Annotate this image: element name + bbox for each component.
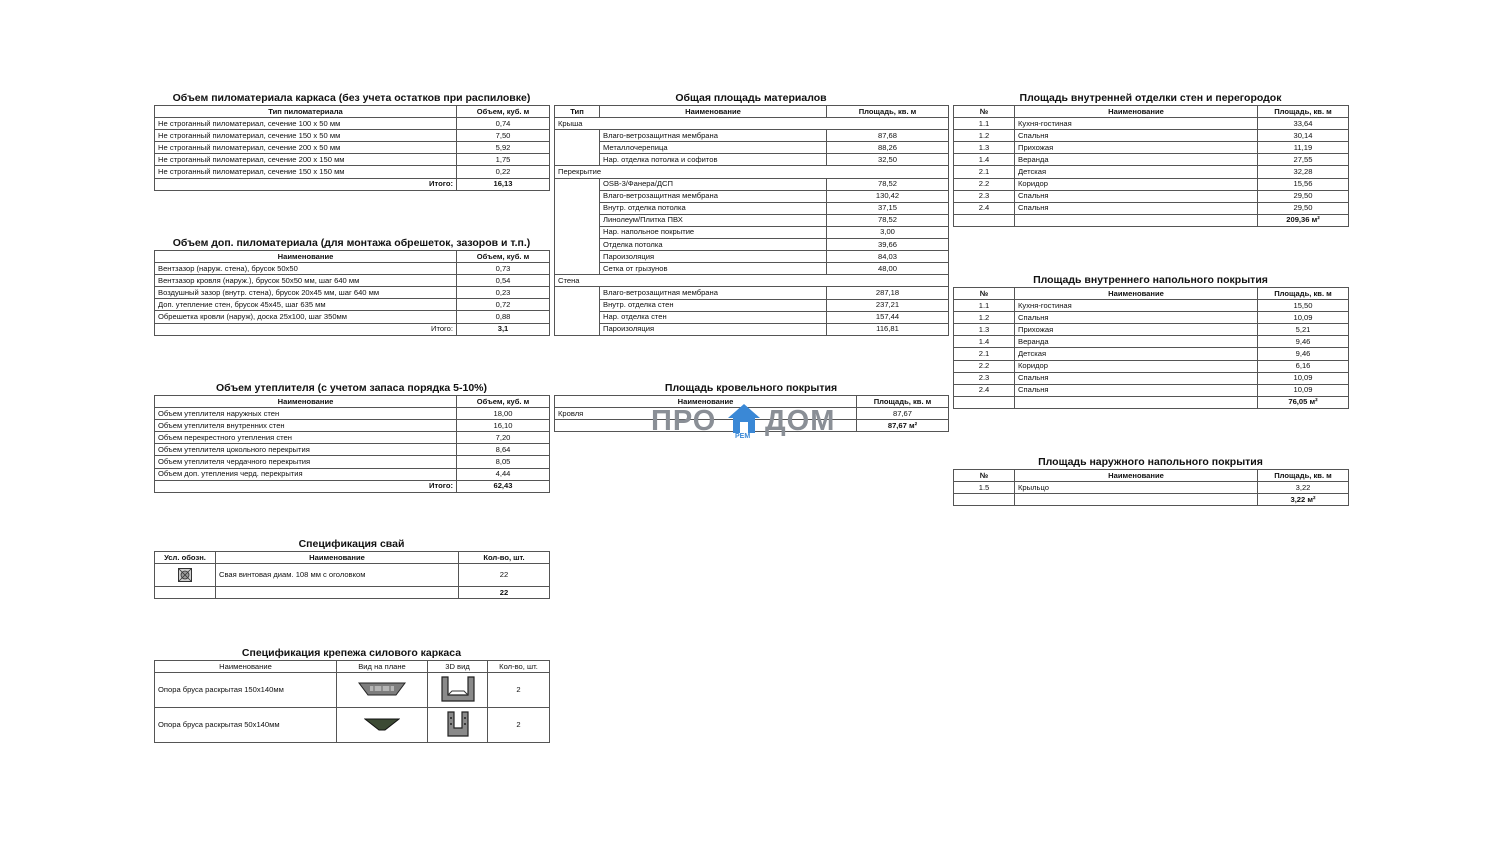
cell-name: Веранда xyxy=(1015,154,1258,166)
cell-name: Спальня xyxy=(1015,312,1258,324)
joist-hanger-3d-icon xyxy=(445,710,471,738)
cell-value: 15,56 xyxy=(1258,178,1349,190)
cell-name: Влаго-ветрозащитная мембрана xyxy=(600,190,827,202)
col-header: Площадь, кв. м xyxy=(857,396,949,408)
total-value: 62,43 xyxy=(457,480,550,492)
table-row xyxy=(954,202,1349,214)
cell-name: Металлочерепица xyxy=(600,142,827,154)
cell-name: OSB-3/Фанера/ДСП xyxy=(600,178,827,190)
floor-inner-title: Площадь внутреннего напольного покрытия xyxy=(1033,274,1268,286)
total-value: 3,22 м² xyxy=(1258,494,1349,506)
cell-name: Веранда xyxy=(1015,336,1258,348)
cell-number: 2.2 xyxy=(954,178,1015,190)
cell-value: 32,50 xyxy=(827,154,949,166)
table-row xyxy=(155,263,550,275)
logo-text-right: ДОМ xyxy=(765,405,836,437)
cell-name: Обрешетка кровли (наруж), доска 25х100, шаг 350мм xyxy=(155,311,457,323)
fasteners-block xyxy=(154,647,549,743)
piles-block xyxy=(154,538,549,599)
extra-lumber-title: Объем доп. пиломатериала (для монтажа обрешеток, зазоров и т.п.) xyxy=(172,237,531,249)
table-row xyxy=(555,130,949,142)
floor-inner-block xyxy=(953,274,1348,409)
table-row xyxy=(155,468,550,480)
cell-value: 5,21 xyxy=(1258,324,1349,336)
total-row xyxy=(954,494,1349,506)
joist-hanger-plan-icon xyxy=(358,682,406,696)
floor-outer-block xyxy=(953,456,1348,506)
cell-number: 2.1 xyxy=(954,166,1015,178)
table-row xyxy=(155,311,550,323)
cell-name: Спальня xyxy=(1015,384,1258,396)
cell-value: 0,54 xyxy=(457,275,550,287)
logo-subtext: РЕМ xyxy=(735,433,751,440)
total-value: 3,1 xyxy=(457,323,550,335)
cell-name: Не строганный пиломатериал, сечение 200 х 50 мм xyxy=(155,142,457,154)
total-row xyxy=(954,214,1349,226)
roofing-title: Площадь кровельного покрытия xyxy=(664,382,838,394)
table-row xyxy=(155,708,550,743)
cell-name: Воздушный зазор (внутр. стена), брусок 20х45 мм, шаг 640 мм xyxy=(155,287,457,299)
cell-number: 2.4 xyxy=(954,384,1015,396)
piles-title: Спецификация свай xyxy=(298,538,405,550)
table-row xyxy=(954,360,1349,372)
fasteners-title: Спецификация крепежа силового каркаса xyxy=(241,647,462,659)
cell-name: Кровля xyxy=(555,408,857,420)
cell-value: 11,19 xyxy=(1258,142,1349,154)
table-row xyxy=(954,348,1349,360)
cell-name: Нар. отделка потолка и софитов xyxy=(600,154,827,166)
table-row xyxy=(954,190,1349,202)
cell-value: 0,74 xyxy=(457,118,550,130)
cell-name: Отделка потолка xyxy=(600,239,827,251)
cell-name: Пароизоляция xyxy=(600,323,827,335)
empty-cell xyxy=(1015,494,1258,506)
floor-inner-table xyxy=(953,287,1349,409)
cell-value: 5,92 xyxy=(457,142,550,154)
col-header: Площадь, кв. м xyxy=(1258,106,1349,118)
plan-view-cell xyxy=(337,673,428,708)
table-row xyxy=(155,408,550,420)
total-row xyxy=(155,587,550,599)
total-value: 76,05 м² xyxy=(1258,396,1349,408)
total-label: Итого: xyxy=(155,323,457,335)
table-row xyxy=(155,130,550,142)
cell-number: 1.5 xyxy=(954,482,1015,494)
cell-value: 4,44 xyxy=(457,468,550,480)
cell-name: Не строганный пиломатериал, сечение 150 х 150 мм xyxy=(155,166,457,178)
cell-value: 84,03 xyxy=(827,251,949,263)
col-header: Объем, куб. м xyxy=(457,396,550,408)
cell-value: 9,46 xyxy=(1258,336,1349,348)
cell-name: Кухня-гостиная xyxy=(1015,300,1258,312)
cell-name: Объем утеплителя чердачного перекрытия xyxy=(155,456,457,468)
cell-value: 0,22 xyxy=(457,166,550,178)
cell-name: Коридор xyxy=(1015,178,1258,190)
extra-lumber-block xyxy=(154,237,549,336)
col-header: Наименование xyxy=(600,106,827,118)
cell-name: Спальня xyxy=(1015,372,1258,384)
cell-name: Внутр. отделка стен xyxy=(600,299,827,311)
table-row xyxy=(954,142,1349,154)
cell-number: 1.2 xyxy=(954,312,1015,324)
cell-name: Крыльцо xyxy=(1015,482,1258,494)
group-name: Крыша xyxy=(555,118,949,130)
cell-name: Линолеум/Плитка ПВХ xyxy=(600,214,827,226)
floor-outer-table xyxy=(953,469,1349,506)
total-value: 22 xyxy=(459,587,550,599)
cell-name: Спальня xyxy=(1015,190,1258,202)
cell-value: 287,18 xyxy=(827,287,949,299)
cell-number: 1.1 xyxy=(954,300,1015,312)
cell-name: Прихожая xyxy=(1015,324,1258,336)
cell-value: 33,64 xyxy=(1258,118,1349,130)
cell-number: 1.1 xyxy=(954,118,1015,130)
insulation-block xyxy=(154,382,549,493)
table-row xyxy=(555,251,949,263)
cell-name: Вентзазор (наруж. стена), брусок 50х50 xyxy=(155,263,457,275)
table-row xyxy=(954,118,1349,130)
table-row xyxy=(155,275,550,287)
piles-table xyxy=(154,551,550,599)
col-header: Площадь, кв. м xyxy=(827,106,949,118)
joist-hanger-3d-icon xyxy=(440,675,476,703)
fasteners-table xyxy=(154,660,550,743)
total-row xyxy=(155,178,550,190)
cell-name: Детская xyxy=(1015,348,1258,360)
cell-number: 1.4 xyxy=(954,336,1015,348)
cell-name: Объем утеплителя внутренних стен xyxy=(155,420,457,432)
table-row xyxy=(954,482,1349,494)
table-row xyxy=(555,239,949,251)
cell-name: Сетка от грызунов xyxy=(600,263,827,275)
col-header: Наименование xyxy=(155,251,457,263)
cell-value: 87,68 xyxy=(827,130,949,142)
cell-value: 78,52 xyxy=(827,178,949,190)
table-row xyxy=(555,226,949,238)
total-value: 87,67 м² xyxy=(857,420,949,432)
table-row xyxy=(155,154,550,166)
materials-table xyxy=(554,105,949,336)
col-header: Наименование xyxy=(1015,288,1258,300)
cell-value: 3,00 xyxy=(827,226,949,238)
cell-value: 15,50 xyxy=(1258,300,1349,312)
logo-text-left: ПРО xyxy=(651,405,717,437)
cell-value: 39,66 xyxy=(827,239,949,251)
table-row xyxy=(555,142,949,154)
cell-value: 10,09 xyxy=(1258,384,1349,396)
cell-name: Объем утеплителя наружных стен xyxy=(155,408,457,420)
cell-number: 2.3 xyxy=(954,190,1015,202)
cell-name: Влаго-ветрозащитная мембрана xyxy=(600,287,827,299)
cell-value: 29,50 xyxy=(1258,190,1349,202)
table-row xyxy=(555,299,949,311)
table-row xyxy=(954,130,1349,142)
table-row xyxy=(954,154,1349,166)
extra-lumber-table xyxy=(154,250,550,336)
cell-name: Объем перекрестного утепления стен xyxy=(155,432,457,444)
joist-hanger-plan-icon xyxy=(364,717,400,731)
cell-name: Спальня xyxy=(1015,202,1258,214)
cell-name: Объем доп. утепления черд. перекрытия xyxy=(155,468,457,480)
table-row xyxy=(155,432,550,444)
wall-finish-block xyxy=(953,92,1348,227)
cell-name: Опора бруса раскрытая 150х140мм xyxy=(155,673,337,708)
cell-value: 32,28 xyxy=(1258,166,1349,178)
cell-value: 48,00 xyxy=(827,263,949,275)
cell-number: 2.3 xyxy=(954,372,1015,384)
table-row xyxy=(954,372,1349,384)
cell-value: 2 xyxy=(488,673,550,708)
cell-value: 6,16 xyxy=(1258,360,1349,372)
cell-name: Детская xyxy=(1015,166,1258,178)
table-row xyxy=(155,673,550,708)
table-row xyxy=(555,202,949,214)
col-header: Кол-во, шт. xyxy=(488,661,550,673)
3d-view-cell xyxy=(428,673,488,708)
empty-cell xyxy=(155,587,216,599)
cell-value: 9,46 xyxy=(1258,348,1349,360)
table-row xyxy=(155,444,550,456)
group-row xyxy=(555,118,949,130)
cell-value: 0,88 xyxy=(457,311,550,323)
col-header: Наименование xyxy=(216,552,459,564)
cell-name: Опора бруса раскрытая 50х140мм xyxy=(155,708,337,743)
group-spacer xyxy=(555,130,600,166)
table-row xyxy=(555,178,949,190)
table-row xyxy=(954,178,1349,190)
col-header: Наименование xyxy=(1015,106,1258,118)
floor-outer-title: Площадь наружного напольного покрытия xyxy=(1038,456,1263,468)
cell-value: 18,00 xyxy=(457,408,550,420)
cell-name: Не строганный пиломатериал, сечение 100 х 50 мм xyxy=(155,118,457,130)
table-row xyxy=(954,324,1349,336)
col-header: Тип xyxy=(555,106,600,118)
cell-name: Влаго-ветрозащитная мембрана xyxy=(600,130,827,142)
col-header: № xyxy=(954,106,1015,118)
table-row xyxy=(555,311,949,323)
group-spacer xyxy=(555,178,600,275)
group-spacer xyxy=(555,287,600,335)
col-header: Объем, куб. м xyxy=(457,106,550,118)
cell-value: 7,50 xyxy=(457,130,550,142)
cell-number: 1.2 xyxy=(954,130,1015,142)
col-header: 3D вид xyxy=(428,661,488,673)
group-name: Стена xyxy=(555,275,949,287)
col-header: Вид на плане xyxy=(337,661,428,673)
cell-value: 8,64 xyxy=(457,444,550,456)
table-row xyxy=(555,190,949,202)
lumber-volume-block xyxy=(154,92,549,191)
cell-value: 29,50 xyxy=(1258,202,1349,214)
materials-title: Общая площадь материалов xyxy=(675,92,827,104)
cell-name: Свая винтовая диам. 108 мм с оголовком xyxy=(216,564,459,587)
col-header: № xyxy=(954,288,1015,300)
empty-cell xyxy=(954,214,1015,226)
house-icon xyxy=(727,403,761,435)
col-header: Усл. обозн. xyxy=(155,552,216,564)
table-row xyxy=(954,300,1349,312)
group-row xyxy=(555,275,949,287)
cell-value: 7,20 xyxy=(457,432,550,444)
table-row xyxy=(954,166,1349,178)
col-header: № xyxy=(954,470,1015,482)
cell-value: 3,22 xyxy=(1258,482,1349,494)
cell-value: 116,81 xyxy=(827,323,949,335)
cell-name: Нар. напольное покрытие xyxy=(600,226,827,238)
table-row xyxy=(954,336,1349,348)
insulation-title: Объем утеплителя (с учетом запаса порядка 5-10%) xyxy=(215,382,488,394)
cell-value: 10,09 xyxy=(1258,312,1349,324)
col-header: Наименование xyxy=(555,396,857,408)
screw-pile-icon xyxy=(178,568,192,582)
cell-number: 1.3 xyxy=(954,324,1015,336)
empty-cell xyxy=(1015,396,1258,408)
cell-value: 0,73 xyxy=(457,263,550,275)
table-row xyxy=(555,287,949,299)
group-row xyxy=(555,166,949,178)
lumber-volume-table xyxy=(154,105,550,191)
wall-finish-table xyxy=(953,105,1349,227)
col-header: Объем, куб. м xyxy=(457,251,550,263)
cell-value: 27,55 xyxy=(1258,154,1349,166)
cell-name: Вентзазор кровля (наруж.), брусок 50х50 мм, шаг 640 мм xyxy=(155,275,457,287)
cell-name: Не строганный пиломатериал, сечение 200 х 150 мм xyxy=(155,154,457,166)
cell-value: 8,05 xyxy=(457,456,550,468)
cell-value: 0,23 xyxy=(457,287,550,299)
col-header: Площадь, кв. м xyxy=(1258,288,1349,300)
total-value: 209,36 м² xyxy=(1258,214,1349,226)
total-label: Итого: xyxy=(155,178,457,190)
cell-value: 10,09 xyxy=(1258,372,1349,384)
cell-name: Объем утеплителя цокольного перекрытия xyxy=(155,444,457,456)
empty-cell xyxy=(216,587,459,599)
col-header: Наименование xyxy=(155,661,337,673)
group-name: Перекрытие xyxy=(555,166,949,178)
col-header: Тип пиломатериала xyxy=(155,106,457,118)
cell-name: Доп. утепление стен, брусок 45х45, шаг 635 мм xyxy=(155,299,457,311)
plan-view-cell xyxy=(337,708,428,743)
total-row xyxy=(155,323,550,335)
col-header: Площадь, кв. м xyxy=(1258,470,1349,482)
table-row xyxy=(155,166,550,178)
cell-name: Внутр. отделка потолка xyxy=(600,202,827,214)
cell-number: 1.4 xyxy=(954,154,1015,166)
empty-cell xyxy=(1015,214,1258,226)
table-row xyxy=(555,323,949,335)
lumber-volume-title: Объем пиломатериала каркаса (без учета остатков при распиловке) xyxy=(172,92,531,104)
cell-value: 37,15 xyxy=(827,202,949,214)
materials-block xyxy=(554,92,948,336)
cell-value: 237,21 xyxy=(827,299,949,311)
3d-view-cell xyxy=(428,708,488,743)
insulation-table xyxy=(154,395,550,493)
cell-value: 22 xyxy=(459,564,550,587)
table-row xyxy=(155,564,550,587)
table-row xyxy=(155,420,550,432)
empty-cell xyxy=(954,396,1015,408)
cell-value: 1,75 xyxy=(457,154,550,166)
cell-name: Коридор xyxy=(1015,360,1258,372)
total-row xyxy=(954,396,1349,408)
table-row xyxy=(555,154,949,166)
cell-value: 157,44 xyxy=(827,311,949,323)
cell-name: Прихожая xyxy=(1015,142,1258,154)
table-row xyxy=(954,312,1349,324)
total-value: 16,13 xyxy=(457,178,550,190)
cell-value: 87,67 xyxy=(857,408,949,420)
cell-number: 1.3 xyxy=(954,142,1015,154)
table-row xyxy=(555,214,949,226)
cell-number: 2.1 xyxy=(954,348,1015,360)
cell-name: Не строганный пиломатериал, сечение 150 х 50 мм xyxy=(155,130,457,142)
cell-value: 78,52 xyxy=(827,214,949,226)
table-row xyxy=(155,299,550,311)
col-header: Наименование xyxy=(155,396,457,408)
total-row xyxy=(155,480,550,492)
cell-name: Кухня-гостиная xyxy=(1015,118,1258,130)
cell-number: 2.2 xyxy=(954,360,1015,372)
cell-value: 2 xyxy=(488,708,550,743)
cell-value: 0,72 xyxy=(457,299,550,311)
table-row xyxy=(155,287,550,299)
table-row xyxy=(155,118,550,130)
cell-number: 2.4 xyxy=(954,202,1015,214)
cell-value: 16,10 xyxy=(457,420,550,432)
cell-value: 88,26 xyxy=(827,142,949,154)
logo-watermark xyxy=(651,403,851,443)
total-label: Итого: xyxy=(155,480,457,492)
empty-cell xyxy=(954,494,1015,506)
table-row xyxy=(555,263,949,275)
wall-finish-title: Площадь внутренней отделки стен и перегородок xyxy=(1019,92,1282,104)
cell-value: 130,42 xyxy=(827,190,949,202)
cell-name: Спальня xyxy=(1015,130,1258,142)
pile-symbol-cell xyxy=(155,564,216,587)
cell-name: Пароизоляция xyxy=(600,251,827,263)
table-row xyxy=(155,142,550,154)
col-header: Наименование xyxy=(1015,470,1258,482)
table-row xyxy=(954,384,1349,396)
cell-value: 30,14 xyxy=(1258,130,1349,142)
table-row xyxy=(155,456,550,468)
col-header: Кол-во, шт. xyxy=(459,552,550,564)
cell-name: Нар. отделка стен xyxy=(600,311,827,323)
